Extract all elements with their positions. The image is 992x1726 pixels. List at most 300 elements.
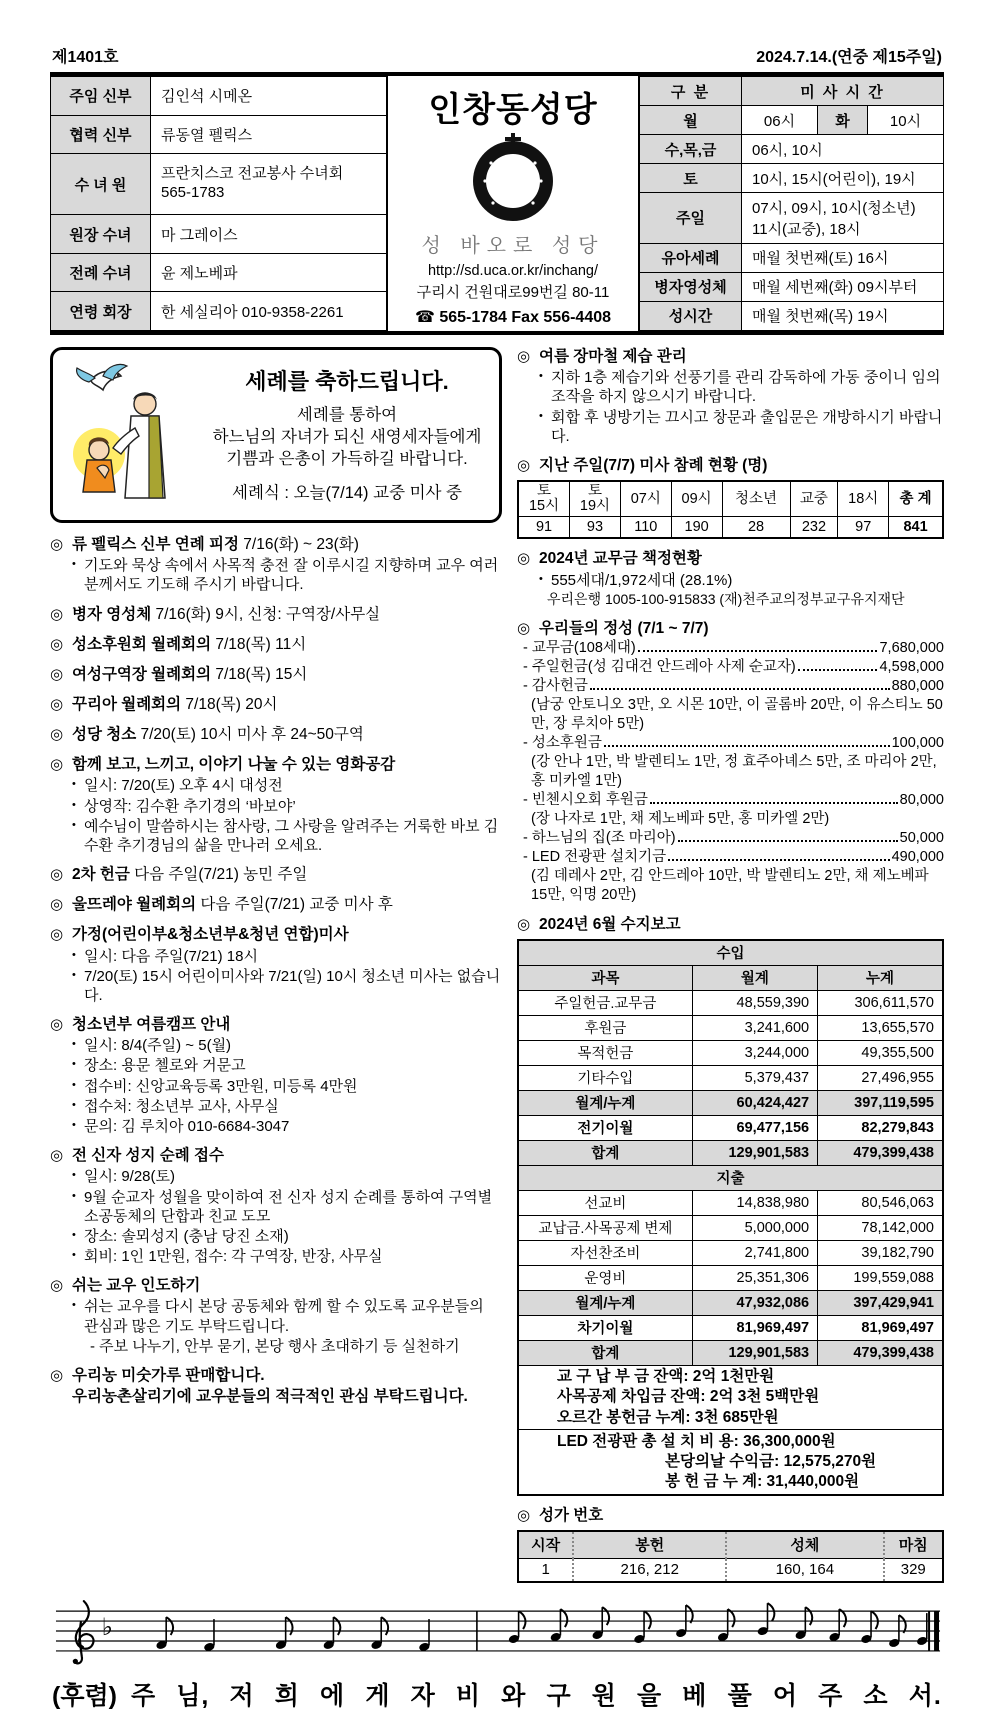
finance-note-line: 오르간 봉헌금 누계: 3천 685만원 (557, 1408, 779, 1426)
section-title (50, 865, 502, 885)
lyric-syllable: 자 (410, 1681, 436, 1710)
section-title-text: 병자 영성체 (72, 605, 152, 623)
note (888, 1615, 906, 1648)
lyric-syllable: 을 (637, 1681, 663, 1710)
section (50, 635, 502, 655)
note (203, 1619, 215, 1652)
section-title-text: 쉬는 교우 인도하기 (72, 1277, 201, 1295)
finance-section-cell: 수입 (518, 940, 943, 966)
attendance-value-cell: 91 (518, 517, 570, 539)
finance-cell: 48,559,390 (692, 990, 817, 1015)
bullet-item: • 일시: 9/28(토) (50, 1167, 502, 1186)
finance-row (518, 1090, 943, 1115)
leader-dots (678, 840, 898, 842)
mass-schedule-table (639, 76, 944, 331)
church-logo-icon (467, 133, 559, 225)
section (517, 347, 944, 446)
attendance-header-cell: 18시 (838, 481, 889, 517)
section-title (517, 549, 944, 569)
main-columns (50, 335, 944, 1593)
finance-cell: 합계 (518, 1340, 692, 1365)
section-title-detail: 7/18(목) 20시 (181, 695, 278, 713)
finance-cell: 교납금.사목공제 변제 (518, 1215, 692, 1240)
section-title-text: 2차 헌금 (72, 866, 130, 884)
finance-cell: 199,559,088 (818, 1265, 943, 1290)
continuation-line: 우리은행 1005-100-915833 (재)천주교의정부교구유지재단 (547, 590, 905, 607)
bullet-item: • 접수처: 청소년부 교사, 사무실 (50, 1097, 502, 1116)
baptism-line: 하느님의 자녀가 되신 새영세자들에게 (212, 427, 482, 446)
finance-title: ◎ 2024년 6월 수지보고 (517, 915, 944, 935)
refrain-music (50, 1597, 944, 1712)
lyric-syllable: 에 (320, 1681, 346, 1710)
stewardship-section (517, 549, 944, 608)
mass-cell: 주일 (640, 193, 742, 244)
bullet-item: • 쉬는 교우를 다시 본당 공동체와 함께 할 수 있도록 교우분들의 관심과 많은 기도 부탁드립니다. (50, 1297, 502, 1335)
note (795, 1607, 813, 1640)
section-title (50, 1366, 502, 1386)
mass-row (640, 243, 944, 272)
finance-cell: 27,496,955 (818, 1065, 943, 1090)
mass-cell: 매월 첫번째(토) 16시 (742, 243, 944, 272)
bullet-item: • 9월 순교자 성월을 맞이하여 전 신자 성지 순례를 통하여 구역별 소공동체의 단합과 친교 도모 (50, 1188, 502, 1226)
finance-cell: 397,429,941 (818, 1290, 943, 1315)
offerings-title: ◎ 우리들의 정성 (7/1 ~ 7/7) (517, 619, 944, 639)
finance-cell: 306,611,570 (818, 990, 943, 1015)
hymn-value-cell: 216, 212 (573, 1558, 726, 1582)
section-title (50, 605, 502, 625)
attendance-header-row (518, 481, 943, 517)
finance-cell: 기타수입 (518, 1065, 692, 1090)
leader-dots (638, 650, 878, 652)
finance-cell: 81,969,497 (818, 1315, 943, 1340)
leader-dots (668, 859, 889, 861)
lyric-syllable: 비 (455, 1681, 482, 1710)
section-title-detail: 다음 주일(7/21) 농민 주일 (129, 866, 308, 884)
finance-row (518, 1340, 943, 1365)
bullet-item: • 장소: 솔뫼성지 (충남 당진 소재) (50, 1227, 502, 1246)
svg-text:♭: ♭ (101, 1612, 114, 1641)
mass-cell: 수,목,금 (640, 135, 742, 164)
note (860, 1611, 878, 1644)
finance-cell: 82,279,843 (818, 1115, 943, 1140)
section-title-text: 여름 장마철 제습 관리 (539, 348, 687, 365)
lyric-syllable: 저 (229, 1681, 255, 1710)
finance-cell: 47,932,086 (692, 1290, 817, 1315)
attendance-header-cell: 07시 (620, 481, 671, 517)
finance-cell: 후원금 (518, 1015, 692, 1040)
finance-cell: 운영비 (518, 1265, 692, 1290)
note (828, 1609, 846, 1642)
finance-row (518, 1265, 943, 1290)
mass-cell: 07시, 09시, 10시(청소년) 11시(교중), 18시 (742, 193, 944, 244)
bullet-item: • 회비: 1인 1만원, 접수: 각 구역장, 반장, 사무실 (50, 1247, 502, 1266)
note (155, 1617, 173, 1650)
refrain-label: (후렴) (52, 1681, 117, 1710)
staff-name: 류동열 펠릭스 (151, 115, 387, 154)
finance-cell: 합계 (518, 1140, 692, 1165)
section-title-detail: 7/16(화) 9시, 신청: 구역장/사무실 (151, 605, 381, 623)
section (50, 865, 502, 885)
baptism-illustration (61, 358, 199, 510)
section-title-text: 류 펠릭스 신부 연례 피정 (72, 536, 239, 553)
staff-name: 한 세실리아 010-9358-2261 (151, 292, 387, 331)
note (916, 1613, 928, 1646)
mass-cell: 06시, 10시 (742, 135, 944, 164)
note (675, 1605, 693, 1638)
staff-table (50, 76, 387, 331)
mass-cell: 성시간 (640, 301, 742, 330)
finance-cell: 전기이월 (518, 1115, 692, 1140)
staff-row (51, 292, 387, 331)
section (50, 895, 502, 915)
note (275, 1617, 293, 1650)
section-title-text: 여성구역장 월례회의 (72, 665, 212, 683)
finance-cell: 25,351,306 (692, 1265, 817, 1290)
mass-cell: 화 (817, 106, 867, 135)
offering-entry (517, 677, 944, 696)
section (50, 695, 502, 715)
section-title (50, 635, 502, 655)
bullet-item: • 7/20(토) 15시 어린이미사와 7/21(일) 10시 청소년 미사는 없습니다. (50, 967, 502, 1005)
lyric-syllable: 풀 (727, 1681, 753, 1710)
lyric-syllable: 소 (863, 1681, 889, 1710)
hymn-value-cell: 160, 164 (726, 1558, 883, 1582)
staff-role-label: 연령 회장 (51, 292, 151, 331)
mass-cell: 구 분 (640, 77, 742, 106)
leader-dots (590, 688, 890, 690)
baptism-message (213, 404, 482, 471)
dove-icon (77, 364, 127, 390)
left-sections (50, 535, 502, 1407)
attendance-table (517, 480, 944, 539)
church-website: http://sd.uca.or.kr/inchang/ (427, 263, 599, 279)
staff-role-label: 협력 신부 (51, 115, 151, 154)
staff-role-label: 주임 신부 (51, 77, 151, 116)
finance-section (517, 915, 944, 1496)
finance-cell: 479,399,438 (818, 1340, 943, 1365)
baptism-title: 세례를 축하드립니다. (245, 368, 449, 394)
offering-entry (517, 639, 944, 658)
staff-row (51, 253, 387, 292)
baptism-text (205, 365, 489, 504)
mass-row (640, 164, 944, 193)
mass-row (640, 106, 944, 135)
staff-row (51, 77, 387, 116)
issue-number: 제1401호 (52, 49, 119, 66)
church-identity (387, 76, 639, 331)
attendance-value-cell: 232 (790, 517, 838, 539)
finance-cell: 397,119,595 (818, 1090, 943, 1115)
section (50, 725, 502, 745)
section (50, 1015, 502, 1136)
church-phone: ☎ 565-1784 Fax 556-4408 (414, 309, 612, 326)
section-title-text: 전 신자 성지 순례 접수 (72, 1147, 224, 1165)
attendance-header-cell: 청소년 (722, 481, 790, 517)
finance-cell: 129,901,583 (692, 1140, 817, 1165)
mass-row (640, 272, 944, 301)
finance-cell: 14,838,980 (692, 1190, 817, 1215)
section-title-text: 청소년부 여름캠프 안내 (72, 1016, 231, 1034)
hymn-title: ◎ 성가 번호 (517, 1506, 944, 1526)
hymn-header-cell: 봉헌 (573, 1531, 726, 1559)
note (323, 1617, 341, 1650)
staff-name: 김인석 시메온 (151, 77, 387, 116)
bullet-item: • 상영작: 김수환 추기경의 ‘바보야’ (50, 797, 502, 816)
lyric-syllable: 님, (176, 1681, 210, 1710)
baptism-ceremony-line: 세례식 : 오늘(7/14) 교중 미사 중 (232, 484, 462, 503)
mass-cell: 미 사 시 간 (742, 77, 944, 106)
section-title-text: 2024년 교무금 책정현황 (539, 550, 702, 568)
attendance-value-cell: 110 (620, 517, 671, 539)
section (50, 925, 502, 1005)
bullet-item: • 기도와 묵상 속에서 사목적 충전 잘 이루시길 지향하며 교우 여러분께서도 기도해 주시기 바랍니다. (50, 556, 502, 594)
mass-cell: 병자영성체 (640, 272, 742, 301)
finance-cell: 129,901,583 (692, 1340, 817, 1365)
lyric-syllable: 희 (274, 1681, 300, 1710)
section-title (50, 1015, 502, 1035)
finance-cell: 80,546,063 (818, 1190, 943, 1215)
attendance-header-cell: 09시 (671, 481, 722, 517)
leader-dots (798, 669, 878, 671)
section-title-text: 울뜨레야 월례회의 (72, 896, 197, 914)
mass-cell: 매월 세번째(화) 09시부터 (742, 272, 944, 301)
finance-cell: 자선찬조비 (518, 1240, 692, 1265)
mass-row (640, 193, 944, 244)
section-title-detail: 7/20(토) 10시 미사 후 24~50구역 (136, 726, 364, 744)
note (370, 1617, 388, 1650)
finance-row (518, 1165, 943, 1190)
finance-note-cell (518, 1365, 943, 1429)
attendance-section (517, 456, 944, 540)
mass-row (640, 301, 944, 330)
section-title (50, 925, 502, 945)
hymn-value-cell: 1 (518, 1558, 573, 1582)
finance-section-cell: 지출 (518, 1165, 943, 1190)
section-title (50, 665, 502, 685)
section (50, 535, 502, 595)
section-title (50, 535, 502, 555)
section (50, 1276, 502, 1356)
section-title (517, 347, 944, 367)
finance-cell: 누계 (818, 965, 943, 990)
attendance-header-cell: 토 19시 (570, 481, 621, 517)
mass-row (640, 135, 944, 164)
finance-cell: 60,424,427 (692, 1090, 817, 1115)
offering-amount: 880,000 (891, 678, 944, 695)
finance-cell: 월계/누계 (518, 1090, 692, 1115)
hymn-table (517, 1530, 944, 1583)
finance-cell: 2,741,800 (692, 1240, 817, 1265)
staff-row (51, 154, 387, 215)
finance-cell: 월계/누계 (518, 1290, 692, 1315)
note (418, 1619, 430, 1652)
music-staff (50, 1597, 946, 1677)
finance-row (518, 1140, 943, 1165)
bullet-item: • 일시: 다음 주일(7/21) 18시 (50, 947, 502, 966)
lyric-syllable: 게 (365, 1681, 391, 1710)
hymn-header-row (518, 1531, 943, 1559)
finance-cell: 81,969,497 (692, 1315, 817, 1340)
offering-label: - LED 전광판 설치기금 (517, 848, 666, 867)
refrain-lyrics (50, 1676, 944, 1712)
finance-cell: 479,399,438 (818, 1140, 943, 1165)
staff-name: 윤 제노베파 (151, 253, 387, 292)
finance-cell: 5,379,437 (692, 1065, 817, 1090)
baptism-line: 세례를 통하여 (296, 405, 398, 424)
offering-entry (517, 791, 944, 810)
offering-amount: 50,000 (899, 829, 944, 846)
note (508, 1611, 526, 1644)
staff-role-label: 수 녀 원 (51, 154, 151, 215)
finance-row (518, 940, 943, 966)
section-title-text: 우리농 미숫가루 판매합니다. (72, 1366, 265, 1384)
section-title-text: 함께 보고, 느끼고, 이야기 나눌 수 있는 영화공감 (72, 756, 396, 774)
section-title-detail: 7/18(목) 15시 (211, 665, 308, 683)
left-column (50, 347, 502, 1593)
church-address: 구리시 건원대로99번길 80-11 (416, 284, 610, 301)
finance-cell: 주일헌금.교무금 (518, 990, 692, 1015)
mass-cell: 유아세례 (640, 243, 742, 272)
bullet-item: • 555세대/1,972세대 (28.1%) (517, 571, 944, 590)
section (50, 665, 502, 685)
hymn-value-cell: 329 (884, 1558, 944, 1582)
mass-cell: 매월 첫번째(목) 19시 (742, 301, 944, 330)
bullet-item: • 지하 1층 제습기와 선풍기를 관리 감독하에 가동 중이니 임의 조작을 하지 않으시기 바랍니다. (517, 368, 944, 406)
offering-label: - 주일헌금(성 김대건 안드레아 사제 순교자) (517, 658, 796, 677)
note (550, 1609, 568, 1642)
finance-row (518, 1365, 943, 1429)
finance-cell: 78,142,000 (818, 1215, 943, 1240)
bullet-item: • 장소: 용문 첼로와 거문고 (50, 1056, 502, 1075)
lyric-syllable: 원 (591, 1681, 617, 1710)
lyric-syllable: 구 (546, 1681, 572, 1710)
finance-row (518, 1190, 943, 1215)
offering-amount: 490,000 (891, 848, 944, 865)
section-title (50, 725, 502, 745)
finance-cell: 차기이월 (518, 1315, 692, 1340)
offering-amount: 4,598,000 (879, 658, 944, 675)
mass-cell: 06시 (742, 106, 818, 135)
offering-label: - 성소후원금 (517, 734, 602, 753)
finance-cell: 39,182,790 (818, 1240, 943, 1265)
section (50, 1146, 502, 1266)
finance-row (518, 1215, 943, 1240)
offering-note: (남궁 안토니오 3만, 오 시몬 10만, 이 골롬바 20만, 이 유스티노 50만, 장 루치아 5만) (531, 697, 943, 733)
attendance-header-cell: 교중 (790, 481, 838, 517)
leader-dots (604, 745, 890, 747)
offerings-list (517, 639, 944, 905)
attendance-value-cell: 841 (889, 517, 943, 539)
section-title (50, 1146, 502, 1166)
patron-name: 성 바오로 성당 (421, 235, 605, 257)
staff-name: 프란치스코 전교봉사 수녀회 565-1783 (151, 154, 387, 215)
finance-cell: 13,655,570 (818, 1015, 943, 1040)
attendance-title: ◎ 지난 주일(7/7) 미사 참례 현황 (명) (517, 456, 944, 476)
finance-cell: 선교비 (518, 1190, 692, 1215)
finance-cell: 월계 (692, 965, 817, 990)
hymn-header-cell: 성체 (726, 1531, 883, 1559)
attendance-value-cell: 97 (838, 517, 889, 539)
finance-cell: 69,477,156 (692, 1115, 817, 1140)
bold-line: 우리농촌살리기에 교우분들의 적극적인 관심 부탁드립니다. (72, 1388, 468, 1406)
finance-cell: 과목 (518, 965, 692, 990)
offering-entry (517, 848, 944, 867)
finance-cell: 목적헌금 (518, 1040, 692, 1065)
lyric-syllable: 주 (818, 1681, 844, 1710)
offering-note: (강 안나 1만, 박 발렌티노 1만, 정 효주아녜스 5만, 조 마리아 2만, 홍 미카엘 1만) (531, 754, 937, 789)
staff-role-label: 원장 수녀 (51, 215, 151, 254)
section-title-detail: 7/16(화) ~ 23(화) (238, 536, 359, 553)
lyric-syllable: 베 (682, 1681, 708, 1710)
finance-row (518, 965, 943, 990)
bullet-item: • 문의: 김 루치아 010-6684-3047 (50, 1117, 502, 1136)
offering-amount: 100,000 (891, 734, 944, 751)
right-column (517, 347, 944, 1593)
sub-item: - 주보 나누기, 안부 묻기, 본당 행사 초대하기 등 실천하기 (90, 1337, 460, 1355)
finance-row (518, 1290, 943, 1315)
finance-note-line: 교 구 납 부 금 잔액: 2억 1천만원 (557, 1368, 775, 1386)
mass-cell: 10시 (867, 106, 943, 135)
offering-note: (김 데레사 2만, 김 안드레아 10만, 박 발렌티노 2만, 채 제노베파 15만, 익명 20만) (531, 867, 929, 903)
attendance-value-cell: 28 (722, 517, 790, 539)
offering-label: - 하느님의 집(조 마리아) (517, 829, 676, 848)
bullet-item: • 일시: 8/4(주일) ~ 5(월) (50, 1036, 502, 1055)
section-title-text: 꾸리아 월례회의 (72, 695, 182, 713)
finance-table (517, 939, 944, 1496)
attendance-header-cell: 총 계 (889, 481, 943, 517)
bullet-item: • 일시: 7/20(토) 오후 4시 대성전 (50, 776, 502, 795)
priest-figure (113, 393, 165, 499)
finance-row (518, 1065, 943, 1090)
attendance-value-row (518, 517, 943, 539)
finance-note-line: 봉 헌 금 누 계: 31,440,000원 (665, 1472, 860, 1490)
finance-row (518, 1115, 943, 1140)
bullet-item: • 예수님이 말씀하시는 참사랑, 그 사랑을 알려주는 거룩한 바보 김수환 추기경님의 삶을 만나러 오세요. (50, 817, 502, 855)
finance-row (518, 1315, 943, 1340)
finance-cell: 49,355,500 (818, 1040, 943, 1065)
offering-note: (장 나자로 1만, 채 제노베파 5만, 홍 미카엘 2만) (531, 810, 830, 827)
mass-cell: 월 (640, 106, 742, 135)
offering-entry (517, 734, 944, 753)
baptism-line: 기쁨과 은총이 가득하길 바랍니다. (226, 450, 468, 469)
baptism-announcement-box (50, 347, 502, 523)
note (591, 1607, 609, 1640)
hymn-header-cell: 시작 (518, 1531, 573, 1559)
section-title-detail: 다음 주일(7/21) 교중 미사 후 (196, 896, 393, 914)
staff-role-label: 전례 수녀 (51, 253, 151, 292)
lyric-syllable: 와 (501, 1681, 527, 1710)
section (517, 549, 944, 608)
attendance-value-cell: 190 (671, 517, 722, 539)
hymn-value-row (518, 1558, 943, 1582)
section-title (50, 1276, 502, 1296)
finance-note-line: LED 전광판 총 설 치 비 용: 36,300,000원 (557, 1432, 836, 1450)
issue-date: 2024.7.14.(연중 제15주일) (756, 49, 942, 66)
finance-row (518, 1430, 943, 1495)
finance-note-line: 본당의날 수익금: 12,575,270원 (665, 1452, 877, 1470)
finance-cell: 3,244,000 (692, 1040, 817, 1065)
bullet-item: • 회합 후 냉방기는 끄시고 창문과 출입문은 개방하시기 바랍니다. (517, 408, 944, 446)
leader-dots (650, 802, 898, 804)
finance-cell: 3,241,600 (692, 1015, 817, 1040)
finance-note-cell (518, 1430, 943, 1495)
hymn-section (517, 1506, 944, 1583)
mass-row (640, 77, 944, 106)
header-grid (50, 76, 944, 335)
section-title-detail: 7/18(목) 11시 (211, 635, 307, 653)
offering-amount: 7,680,000 (879, 639, 944, 656)
note (717, 1609, 735, 1642)
